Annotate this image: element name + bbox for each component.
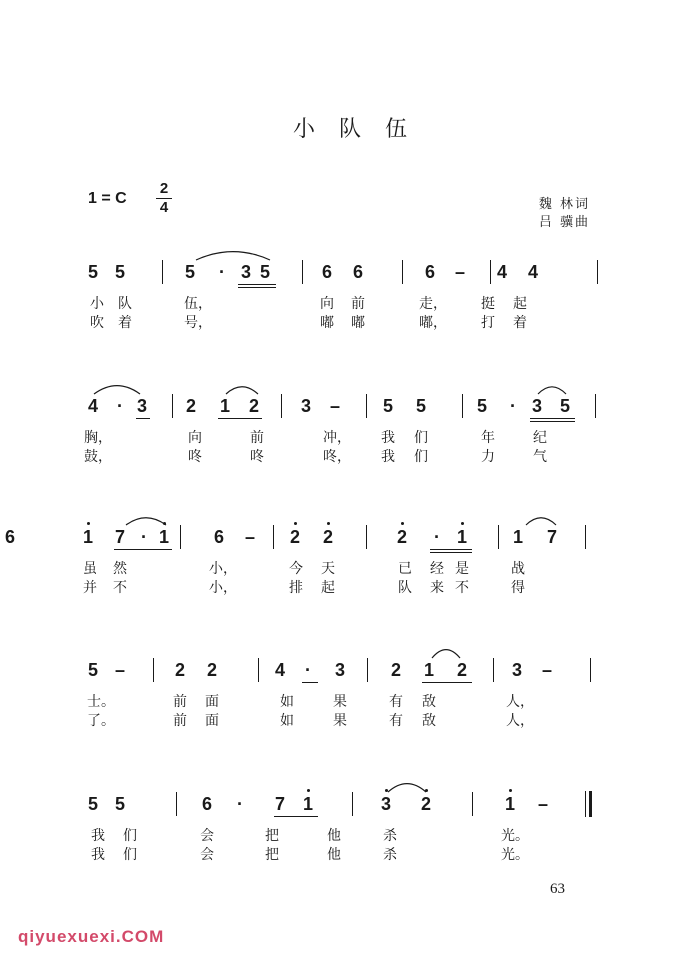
augmentation-dot: ·	[305, 660, 311, 680]
dash-extension: –	[114, 660, 125, 680]
lyric-syllable: 会	[200, 847, 214, 863]
note: 1	[512, 527, 523, 547]
lyric-syllable: 胸，	[84, 430, 112, 446]
lyric-syllable: 冲，	[323, 430, 351, 446]
dash-extension: –	[329, 396, 340, 416]
lyric-syllable: 打	[481, 315, 495, 331]
lyric-syllable: 来	[430, 580, 444, 596]
note: 4	[496, 262, 507, 282]
meter-top: 2	[159, 180, 169, 197]
lyric-syllable: 挺	[481, 296, 495, 312]
note: 2	[248, 396, 259, 416]
high-octave-dot	[327, 522, 330, 525]
lyric-syllable: 队	[118, 296, 132, 312]
beat-underline	[238, 284, 276, 285]
lyric-syllable: 前	[250, 430, 264, 446]
lyric-syllable: 如	[280, 713, 294, 729]
note: 7	[274, 794, 285, 814]
lyric-syllable: 们	[414, 430, 428, 446]
lyric-syllable: 鼓，	[84, 449, 112, 465]
barline	[366, 394, 367, 418]
final-barline-thick	[589, 791, 592, 817]
high-octave-dot	[401, 522, 404, 525]
lyric-syllable: 他	[327, 828, 341, 844]
lyric-syllable: 小	[90, 296, 104, 312]
page-number: 63	[550, 881, 565, 897]
lyric-syllable: 向	[320, 296, 334, 312]
note: 4	[87, 396, 98, 416]
lyric-syllable: 是	[455, 561, 469, 577]
music-system	[0, 366, 700, 486]
lyric-syllable: 我	[381, 449, 395, 465]
augmentation-dot: ·	[510, 396, 516, 416]
slur-arc	[94, 378, 140, 398]
meter-bottom: 4	[159, 199, 169, 216]
barline	[273, 525, 274, 549]
lyric-syllable: 号，	[184, 315, 212, 331]
lyric-syllable: 排	[289, 580, 303, 596]
barline	[498, 525, 499, 549]
slur-arc	[226, 378, 258, 398]
lyric-syllable: 不	[455, 580, 469, 596]
beat-underline	[530, 418, 575, 419]
barline	[595, 394, 596, 418]
note: 5	[259, 262, 270, 282]
augmentation-dot: ·	[237, 794, 243, 814]
lyric-syllable: 会	[200, 828, 214, 844]
lyric-syllable: 有	[389, 694, 403, 710]
note: 2	[396, 527, 407, 547]
note: 3	[136, 396, 147, 416]
note: 1	[82, 527, 93, 547]
lyric-syllable: 经	[430, 561, 444, 577]
lyric-syllable: 们	[123, 828, 137, 844]
high-octave-dot	[307, 789, 310, 792]
note: 4	[527, 262, 538, 282]
lyric-syllable: 士。	[87, 694, 115, 710]
lyric-syllable: 气	[533, 449, 547, 465]
note: 4	[274, 660, 285, 680]
barline	[402, 260, 403, 284]
lyric-syllable: 纪	[533, 430, 547, 446]
lyric-syllable: 小，	[209, 561, 237, 577]
dash-extension: –	[454, 262, 465, 282]
lyric-syllable: 向	[188, 430, 202, 446]
beat-underline	[274, 816, 318, 817]
note: 5	[559, 396, 570, 416]
lyric-syllable: 面	[205, 694, 219, 710]
lyric-syllable: 们	[123, 847, 137, 863]
lyric-syllable: 力	[481, 449, 495, 465]
key-signature: 1 = C	[88, 190, 127, 207]
note: 2	[390, 660, 401, 680]
note: 3	[334, 660, 345, 680]
slur-arc	[538, 378, 566, 398]
lyric-syllable: 队	[398, 580, 412, 596]
lyric-syllable: 杀	[383, 828, 397, 844]
barline	[590, 658, 591, 682]
music-system	[0, 630, 700, 750]
lyric-syllable: 天	[321, 561, 335, 577]
note: 2	[420, 794, 431, 814]
lyric-syllable: 敌	[422, 694, 436, 710]
note: 7	[546, 527, 557, 547]
slur-arc	[126, 509, 166, 529]
note: 5	[114, 794, 125, 814]
note: 5	[476, 396, 487, 416]
barline	[490, 260, 491, 284]
lyric-syllable: 虽	[83, 561, 97, 577]
high-octave-dot	[461, 522, 464, 525]
lyric-syllable: 咚	[250, 449, 264, 465]
beat-underline	[422, 682, 472, 683]
note: 5	[114, 262, 125, 282]
lyric-syllable: 面	[205, 713, 219, 729]
site-watermark: qiyuexuexi.COM	[18, 927, 165, 946]
note: 1	[504, 794, 515, 814]
note: 2	[185, 396, 196, 416]
lyric-syllable: 起	[513, 296, 527, 312]
music-system	[0, 497, 700, 617]
lyricist-credit: 魏 林词	[538, 197, 590, 212]
lyric-syllable: 嘟，	[419, 315, 447, 331]
note: 1	[158, 527, 169, 547]
lyric-syllable: 我	[91, 828, 105, 844]
lyric-syllable: 咚	[188, 449, 202, 465]
beat-underline	[430, 549, 472, 550]
dash-extension: –	[541, 660, 552, 680]
lyric-syllable: 把	[265, 847, 279, 863]
lyric-syllable: 走，	[419, 296, 447, 312]
final-barline-thin	[585, 791, 586, 817]
lyric-syllable: 不	[113, 580, 127, 596]
barline	[281, 394, 282, 418]
slur-arc	[432, 642, 460, 662]
barline	[172, 394, 173, 418]
lyric-syllable: 光。	[501, 847, 529, 863]
lyric-syllable: 光。	[501, 828, 529, 844]
beat-underline	[430, 552, 472, 553]
music-system	[0, 232, 700, 352]
lyric-syllable: 吹	[90, 315, 104, 331]
note: 6	[201, 794, 212, 814]
lyric-syllable: 们	[414, 449, 428, 465]
time-signature	[156, 181, 172, 216]
note: 3	[511, 660, 522, 680]
lyric-syllable: 果	[333, 713, 347, 729]
note: 5	[184, 262, 195, 282]
barline	[162, 260, 163, 284]
note: 2	[322, 527, 333, 547]
lyric-syllable: 杀	[383, 847, 397, 863]
note: 2	[289, 527, 300, 547]
note: 6	[213, 527, 224, 547]
composer-credit: 吕 骥曲	[538, 215, 590, 230]
lyric-syllable: 人，	[506, 694, 534, 710]
lyric-syllable: 我	[381, 430, 395, 446]
note: 5	[382, 396, 393, 416]
barline	[352, 792, 353, 816]
dash-extension: –	[244, 527, 255, 547]
lyric-syllable: 并	[83, 580, 97, 596]
barline	[585, 525, 586, 549]
lyric-syllable: 咚，	[323, 449, 351, 465]
slur-arc	[196, 244, 270, 264]
dash-extension: –	[537, 794, 548, 814]
lyric-syllable: 今	[289, 561, 303, 577]
lyric-syllable: 着	[513, 315, 527, 331]
high-octave-dot	[294, 522, 297, 525]
barline	[180, 525, 181, 549]
note: 2	[174, 660, 185, 680]
beat-underline	[114, 549, 172, 550]
lyric-syllable: 人，	[506, 713, 534, 729]
lyric-syllable: 了。	[87, 713, 115, 729]
barline	[367, 658, 368, 682]
barline	[462, 394, 463, 418]
lyric-syllable: 我	[91, 847, 105, 863]
song-title: 小队伍	[292, 117, 431, 142]
note: 5	[415, 396, 426, 416]
note: 3	[240, 262, 251, 282]
lyric-syllable: 如	[280, 694, 294, 710]
lyric-syllable: 嘟	[351, 315, 365, 331]
augmentation-dot: ·	[434, 527, 440, 547]
note: 1	[456, 527, 467, 547]
note: 2	[206, 660, 217, 680]
lyric-syllable: 敌	[422, 713, 436, 729]
lyric-syllable: 嘟	[320, 315, 334, 331]
note: 3	[531, 396, 542, 416]
barline	[493, 658, 494, 682]
note: 5	[87, 660, 98, 680]
note: 2	[456, 660, 467, 680]
beat-underline	[302, 682, 318, 683]
lyric-syllable: 战	[511, 561, 525, 577]
note: 7	[114, 527, 125, 547]
lyric-syllable: 然	[113, 561, 127, 577]
lyric-syllable: 有	[389, 713, 403, 729]
note: 5	[87, 262, 98, 282]
lyric-syllable: 前	[173, 713, 187, 729]
note: 6	[321, 262, 332, 282]
augmentation-dot: ·	[117, 396, 123, 416]
lyric-syllable: 把	[265, 828, 279, 844]
note: 6	[4, 527, 15, 547]
note: 1	[302, 794, 313, 814]
lyric-syllable: 起	[321, 580, 335, 596]
slur-arc	[526, 509, 556, 529]
lyric-syllable: 年	[481, 430, 495, 446]
note: 6	[352, 262, 363, 282]
lyric-syllable: 前	[173, 694, 187, 710]
barline	[597, 260, 598, 284]
barline	[176, 792, 177, 816]
high-octave-dot	[87, 522, 90, 525]
note: 5	[87, 794, 98, 814]
lyric-syllable: 着	[118, 315, 132, 331]
high-octave-dot	[509, 789, 512, 792]
barline	[153, 658, 154, 682]
music-system	[0, 764, 700, 884]
barline	[366, 525, 367, 549]
lyric-syllable: 伍，	[184, 296, 212, 312]
lyric-syllable: 已	[398, 561, 412, 577]
beat-underline	[238, 287, 276, 288]
lyric-syllable: 小，	[209, 580, 237, 596]
note: 1	[423, 660, 434, 680]
note: 3	[300, 396, 311, 416]
barline	[302, 260, 303, 284]
augmentation-dot: ·	[219, 262, 225, 282]
beat-underline	[530, 421, 575, 422]
beat-underline	[218, 418, 262, 419]
note: 6	[424, 262, 435, 282]
lyric-syllable: 得	[511, 580, 525, 596]
beat-underline	[136, 418, 150, 419]
note: 1	[219, 396, 230, 416]
note: 3	[380, 794, 391, 814]
lyric-syllable: 前	[351, 296, 365, 312]
barline	[258, 658, 259, 682]
slur-arc	[388, 776, 426, 796]
barline	[472, 792, 473, 816]
augmentation-dot: ·	[141, 527, 147, 547]
lyric-syllable: 果	[333, 694, 347, 710]
lyric-syllable: 他	[327, 847, 341, 863]
